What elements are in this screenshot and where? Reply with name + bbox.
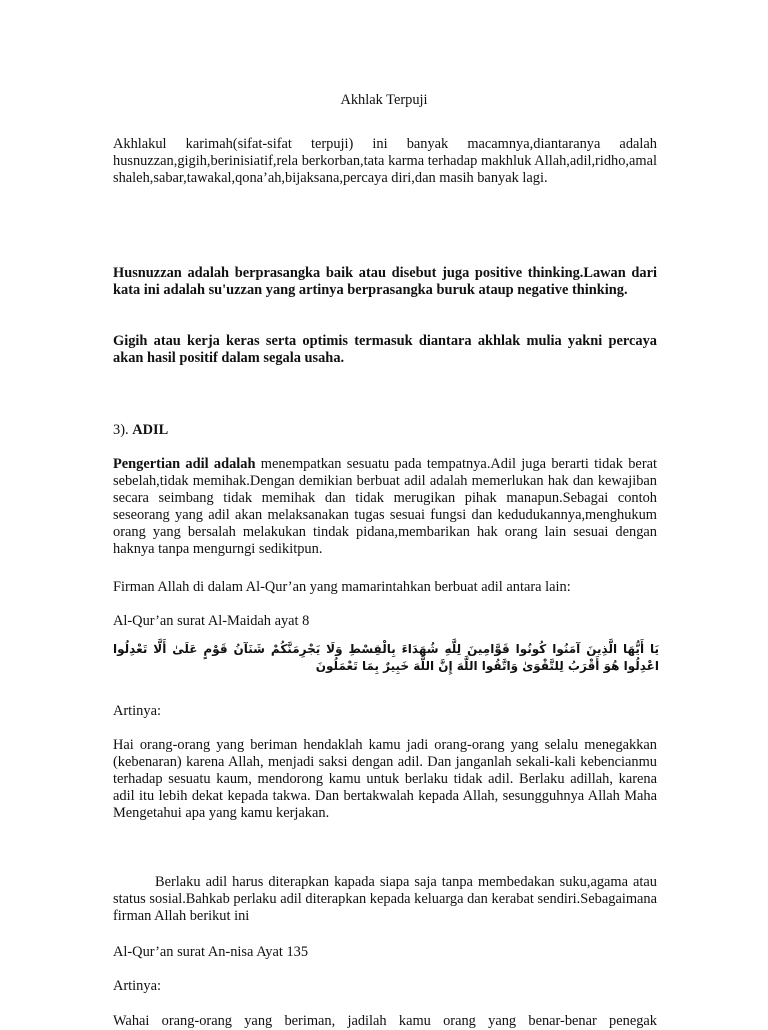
pengertian-lead: Pengertian adil adalah [113, 456, 256, 472]
document-title: Akhlak Terpuji [340, 92, 428, 108]
translation-an-nisa: Wahai orang-orang yang beriman, jadilah kamu orang yang benar-benar penegak [113, 1013, 657, 1029]
pengertian-paragraph [113, 456, 657, 558]
surat-an-nisa-label: Al-Qur’an surat An-nisa Ayat 135 [113, 944, 309, 960]
section-number: 3). [113, 422, 129, 438]
firman-line: Firman Allah di dalam Al-Qur’an yang mamarintahkan berbuat adil antara lain: [113, 579, 571, 595]
arabic-verse-al-maidah: يَا أَيُّهَا الَّذِينَ آمَنُوا كُونُوا قَوَّامِينَ لِلَّهِ شُهَدَاءَ بِالْقِسْطِ وَلَا يَجْرِمَنَّكُمْ شَنَآنُ قَوْمٍ عَلَىٰ أَلَّا تَعْدِلُوا اعْدِلُوا هُوَ أَقْرَبُ لِلتَّقْوَىٰ وَاتَّقُوا اللَّهَ إِنَّ اللَّهَ خَبِيرٌ بِمَا تَعْمَلُونَ [113, 642, 659, 673]
pengertian-text: menempatkan sesuatu pada tempatnya.Adil juga berarti tidak berat sebelah,tidak memihak.Dengan demikian berbuat adil adalah memerlukan hak dan kewajiban secara seimbang tidak memihak dan tidak merugikan pihak manapun.Sebagai contoh seseorang yang adil akan melaksanakan tugas sesuai fungsi dan kedudukannya,menghukum orang yang bersalah melakukan tindak pidana,membarikan hak orang lain sesuai dengan haknya tanpa mengurngi sedikitpun. [113, 456, 657, 557]
artinya-label-1: Artinya: [113, 703, 161, 719]
berlaku-text: Berlaku adil harus diterapkan kapada siapa saja tanpa membedakan suku,agama atau status sosial.Bahkab perlaku adil diterapkan kepada keluarga dan kerabat sendiri.Sebagaimana firman Allah berikut ini [113, 874, 657, 924]
section-heading [113, 422, 657, 439]
surat-al-maidah-label: Al-Qur’an surat Al-Maidah ayat 8 [113, 613, 310, 629]
gigih-paragraph: Gigih atau kerja keras serta optimis termasuk diantara akhlak mulia yakni percaya akan hasil positif dalam segala usaha. [113, 333, 657, 366]
artinya-label-2: Artinya: [113, 978, 161, 994]
section-title: ADIL [132, 422, 169, 438]
husnuzzan-paragraph: Husnuzzan adalah berprasangka baik atau disebut juga positive thinking.Lawan dari kata ini adalah su'uzzan yang artinya berprasangka buruk ataup negative thinking. [113, 265, 657, 298]
berlaku-paragraph [113, 874, 657, 925]
translation-al-maidah: Hai orang-orang yang beriman hendaklah kamu jadi orang-orang yang selalu menegakkan (kebenaran) karena Allah, menjadi saksi dengan adil. Dan janganlah sekali-kali kebencianmu terhadap sesuatu kaum, mendorong kamu untuk berlaku tidak adil. Berlaku adillah, karena adil itu lebih dekat kepada takwa. Dan bertakwalah kepada Allah, sesungguhnya Allah Maha Mengetahui apa yang kamu kerjakan. [113, 737, 657, 821]
intro-paragraph: Akhlakul karimah(sifat-sifat terpuji) ini banyak macamnya,diantaranya adalah husnuzzan,gigih,berinisiatif,rela berkorban,tata karma terhadap makhluk Allah,adil,ridho,amal shaleh,sabar,tawakal,qona’ah,bijaksana,percaya diri,dan masih banyak lagi. [113, 136, 657, 186]
